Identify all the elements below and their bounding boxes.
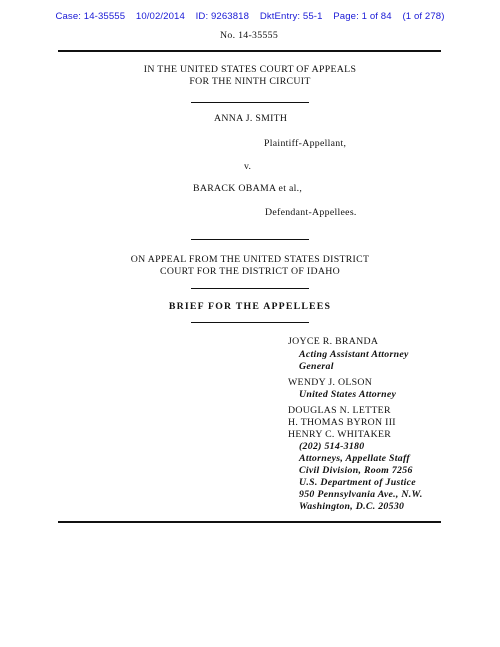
plaintiff-name: ANNA J. SMITH <box>214 113 288 124</box>
attorney-letter: DOUGLAS N. LETTER <box>288 405 391 416</box>
attorney-olson: WENDY J. OLSON <box>288 377 373 388</box>
attorney-whitaker: HENRY C. WHITAKER <box>288 429 392 440</box>
appellate-staff: Attorneys, Appellate Staff <box>299 453 410 464</box>
total-pages: (1 of 278) <box>402 11 445 22</box>
page-count: Page: 1 of 84 <box>333 11 392 22</box>
department: U.S. Department of Justice <box>299 477 416 488</box>
court-line-2: FOR THE NINTH CIRCUIT <box>189 76 311 87</box>
bottom-rule <box>58 521 441 523</box>
appeal-line-1: ON APPEAL FROM THE UNITED STATES DISTRICT <box>130 254 370 265</box>
filing-date: 10/02/2014 <box>135 11 185 22</box>
defendant-role: Defendant-Appellees. <box>265 207 357 218</box>
case-number-stamp: Case: 14-35555 <box>55 11 126 22</box>
versus: v. <box>244 161 252 172</box>
city-address: Washington, D.C. 20530 <box>299 501 405 512</box>
docket-entry: DktEntry: 55-1 <box>259 11 323 22</box>
civil-division: Civil Division, Room 7256 <box>299 465 413 476</box>
appeal-line-2: COURT FOR THE DISTRICT OF IDAHO <box>160 266 340 277</box>
divider <box>191 102 309 103</box>
filing-header <box>0 11 500 22</box>
case-number: No. 14-35555 <box>220 30 279 41</box>
defendant-name: BARACK OBAMA et al., <box>193 183 303 194</box>
attorney-olson-title: United States Attorney <box>299 389 397 400</box>
divider <box>191 239 309 240</box>
street-address: 950 Pennsylvania Ave., N.W. <box>299 489 423 500</box>
attorney-branda-title: Acting Assistant Attorney <box>299 349 409 360</box>
court-line-1: IN THE UNITED STATES COURT OF APPEALS <box>143 64 357 75</box>
attorney-branda-title: General <box>299 361 334 372</box>
top-rule <box>58 50 441 52</box>
attorney-branda: JOYCE R. BRANDA <box>288 336 379 347</box>
divider <box>191 288 309 289</box>
brief-title: BRIEF FOR THE APPELLEES <box>168 301 332 312</box>
document-id: ID: 9263818 <box>195 11 250 22</box>
phone-number: (202) 514-3180 <box>299 441 365 452</box>
attorney-byron: H. THOMAS BYRON III <box>288 417 396 428</box>
divider <box>191 322 309 323</box>
plaintiff-role: Plaintiff-Appellant, <box>264 138 347 149</box>
